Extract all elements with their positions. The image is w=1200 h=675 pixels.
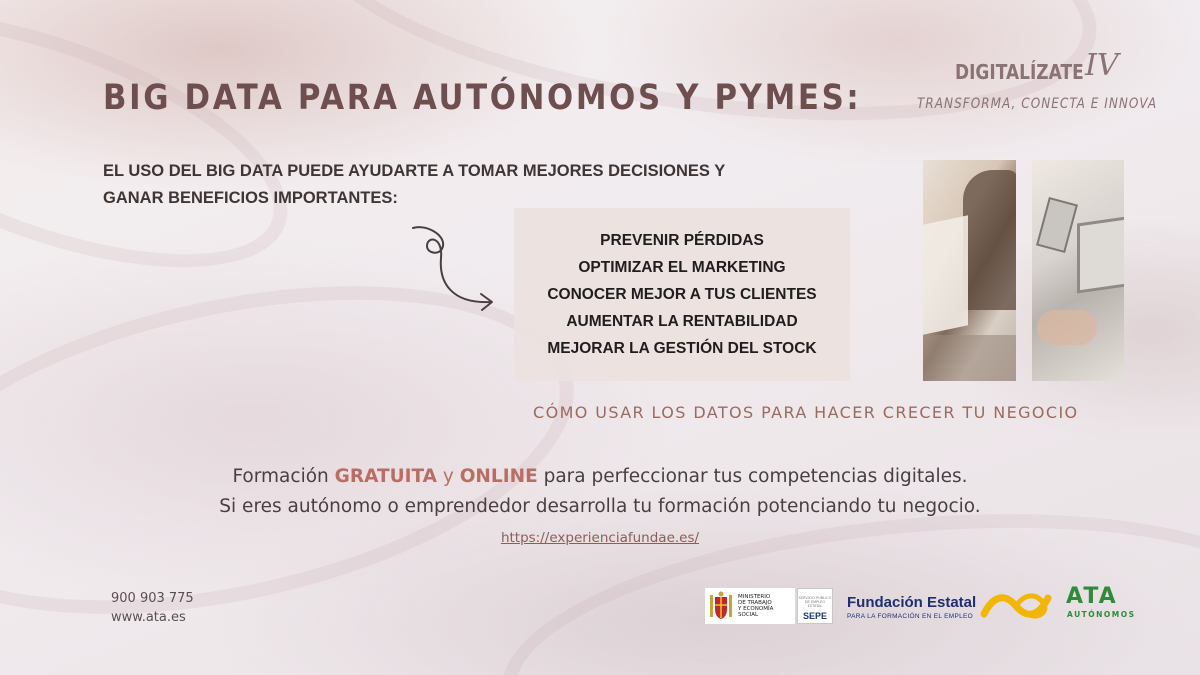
intro-text [103, 158, 833, 212]
photo-figure [963, 170, 1016, 310]
curved-arrow-icon [405, 222, 505, 322]
formation-text [0, 462, 1200, 522]
formation-line [0, 462, 1200, 492]
ata-logo: ATA [1066, 584, 1118, 609]
highlight-connector: y [436, 466, 460, 487]
intro-line: EL USO DEL BIG DATA PUEDE AYUDARTE A TOMAR MEJORES DECISIONES Y [103, 162, 726, 180]
ata-logo-subtitle: AUTÓNOMOS [1067, 610, 1136, 619]
ministry-line: Y ECONOMÍA SOCIAL [738, 606, 774, 618]
background-wave [0, 231, 604, 670]
ministry-text [738, 594, 792, 618]
benefit-item: AUMENTAR LA RENTABILIDAD [566, 313, 798, 330]
benefit-item: OPTIMIZAR EL MARKETING [578, 259, 786, 276]
intro-line: GANAR BENEFICIOS IMPORTANTES: [103, 189, 398, 207]
sepe-logo [797, 588, 833, 624]
fundacion-title: Fundación Estatal [847, 594, 977, 611]
formation-text-pre: Formación [232, 466, 335, 487]
photo-hand [1037, 310, 1097, 345]
ministry-line: MINISTERIO [738, 594, 771, 600]
brand-numeral: IV [1085, 48, 1119, 83]
page-title: BIG DATA PARA AUTÓNOMOS Y PYMES: [103, 78, 862, 118]
subheading: CÓMO USAR LOS DATOS PARA HACER CRECER TU NEGOCIO [533, 403, 1079, 422]
benefit-item: CONOCER MEJOR A TUS CLIENTES [547, 286, 817, 303]
benefits-box [514, 208, 850, 381]
brand-name: DIGITALÍZATE [955, 60, 1084, 84]
sepe-label: SEPE [802, 611, 827, 621]
sepe-caption: SERVICIO PÚBLICO DE EMPLEO ESTATAL [798, 596, 832, 608]
formation-text-post: para perfeccionar tus competencias digitales. [537, 466, 968, 487]
business-photo [1032, 160, 1124, 381]
benefit-item: PREVENIR PÉRDIDAS [600, 232, 764, 249]
highlight-gratuita: GRATUITA [334, 466, 437, 487]
fundae-link[interactable]: https://experienciafundae.es/ [500, 530, 700, 546]
photo-document [923, 215, 968, 335]
ministry-line: DE TRABAJO [738, 600, 772, 606]
ministry-logo [705, 588, 795, 624]
formation-line: Si eres autónomo o emprendedor desarrolla tu formación potenciando tu negocio. [219, 496, 981, 517]
coat-of-arms-icon [708, 591, 734, 621]
fundacion-subtitle: PARA LA FORMACIÓN EN EL EMPLEO [847, 613, 974, 620]
phone-number: 900 903 775 [111, 591, 194, 606]
fundae-infinity-icon [980, 590, 1052, 622]
benefit-item: MEJORAR LA GESTIÓN DEL STOCK [547, 340, 817, 357]
business-photo [923, 160, 1016, 381]
photo-laptop [1077, 216, 1124, 293]
photo-desk [923, 335, 1016, 381]
website: www.ata.es [111, 610, 186, 625]
brand-tagline: TRANSFORMA, CONECTA E INNOVA [917, 96, 1158, 112]
highlight-online: ONLINE [459, 466, 538, 487]
photo-tablet [1036, 197, 1078, 253]
